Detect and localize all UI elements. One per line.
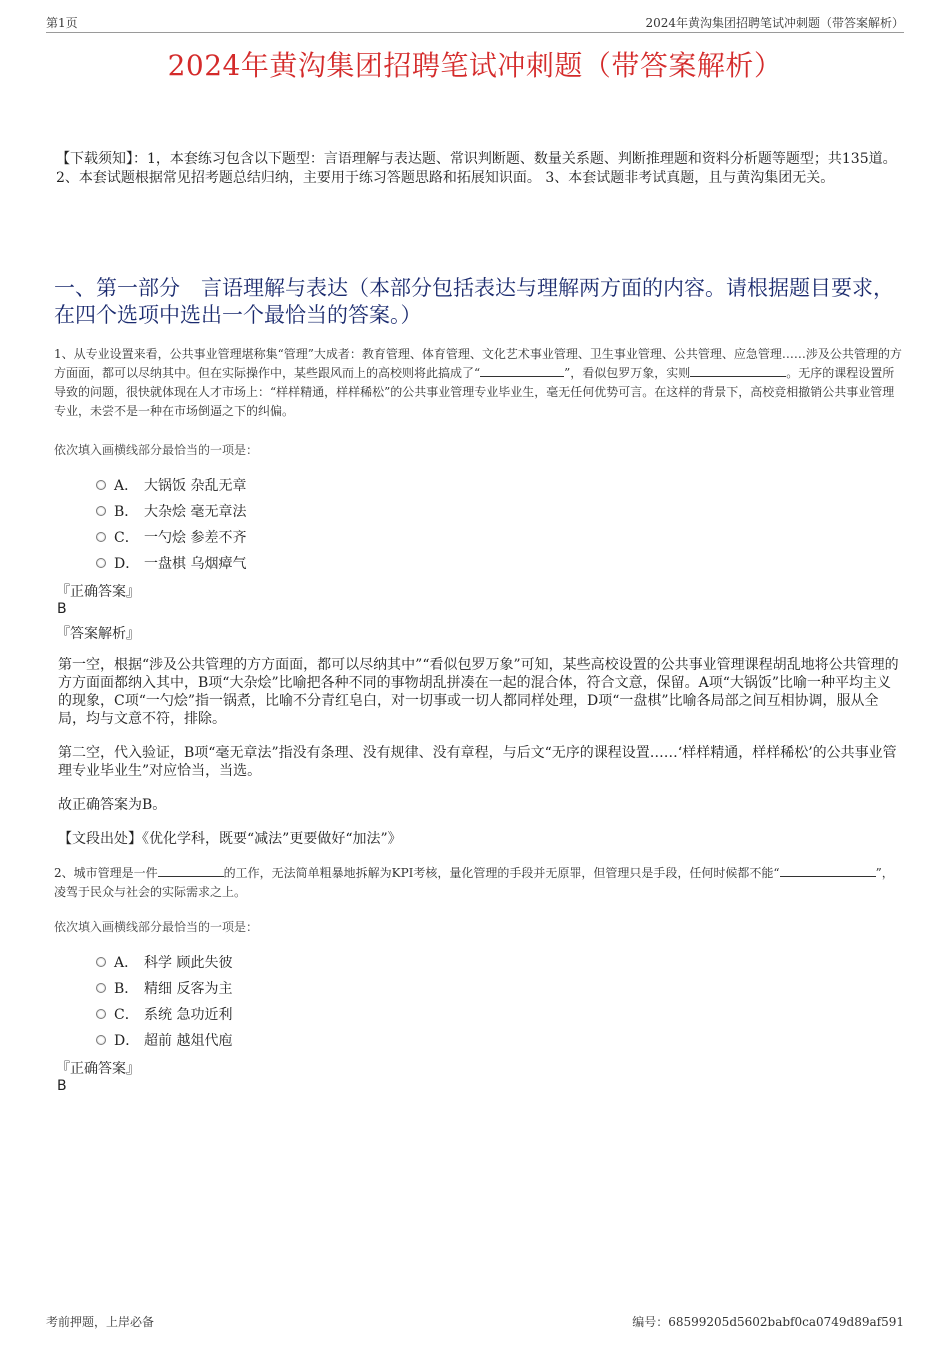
radio-icon[interactable] — [96, 480, 106, 490]
passage-source: 【文段出处】《优化学科，既要“减法”更要做好“加法”》 — [58, 831, 402, 847]
radio-icon[interactable] — [96, 506, 106, 516]
radio-icon[interactable] — [96, 983, 106, 993]
question-1-stem-part-a: 1、从专业设置来看，公共事业管理堪称集“管理”大成者：教育管理、体育管理、文化艺术事业管理、卫生事业管理、公共管理、应急管理……涉及公共管理的方方面面，都可以尽纳其中。但在实际操作中，某些跟风而上的高校则将此搞成了“ — [54, 347, 902, 380]
analysis-paragraph-1: 第一空，根据“涉及公共管理的方方面面，都可以尽纳其中”“看似包罗万象”可知，某些高校设置的公共事业管理课程胡乱地将公共管理的方方面面都纳入其中，B项“大杂烩”比喻把各种不同的事物胡乱拼凑在一起的混合体，符合文意，保留。A项“大锅饭”比喻一种平均主义的现象，C项“一勺烩”指一锅煮，比喻不分青红皂白，对一切事或一切人都同样处理，D项“一盘棋”比喻各局部之间互相协调，服从全局，均与文意不符，排除。 — [58, 657, 899, 727]
blank-2 — [690, 364, 786, 377]
radio-icon[interactable] — [96, 1009, 106, 1019]
option-b[interactable]: B． 大杂烩 毫无章法 — [96, 502, 246, 522]
answer-value: B — [57, 601, 67, 617]
analysis-label: 『答案解析』 — [56, 626, 140, 642]
download-notice: 【下载须知】：1，本套练习包含以下题型：言语理解与表达题、常识判断题、数量关系题、判断推理题和资料分析题等题型；共135道。 2、本套试题根据常见招考题总结归纳，主要用于练习答题思路和拓展知识面。 3、本套试题非考试真题，且与黄沟集团无关。 — [56, 151, 897, 186]
option-c[interactable]: C． 一勺烩 参差不齐 — [96, 528, 246, 548]
page-number: 第1页 — [46, 16, 78, 30]
question-1-stem-part-c: 。无序的课程设置所导致的问题，很快就体现在人才市场上：“样样精通，样样稀松”的公共事业管理专业毕业生，毫无任何优势可言。在这样的背景下，高校竞相撤销公共事业管理专业，未尝不是一种在市场倒逼之下的纠偏。 — [54, 366, 895, 418]
running-header-title: 2024年黄沟集团招聘笔试冲刺题（带答案解析） — [645, 16, 904, 30]
document-title: 2024年黄沟集团招聘笔试冲刺题（带答案解析） — [167, 49, 783, 82]
footer-slogan: 考前押题，上岸必备 — [46, 1315, 155, 1329]
option-a[interactable]: A． 科学 顾此失彼 — [96, 953, 232, 973]
option-b[interactable]: B． 精细 反客为主 — [96, 979, 232, 999]
blank-1 — [158, 864, 224, 877]
question-2-stem-part-c: ”，凌驾于民众与社会的实际需求之上。 — [54, 866, 894, 899]
question-1-prompt: 依次填入画横线部分最恰当的一项是： — [54, 443, 259, 457]
analysis-conclusion: 故正确答案为B。 — [58, 797, 167, 813]
question-1-stem — [54, 345, 904, 421]
footer-document-id: 编号：68599205d5602babf0ca0749d89af591 — [632, 1315, 904, 1329]
question-1-stem-part-b: ”，看似包罗万象，实则 — [564, 366, 691, 380]
option-d[interactable]: D． 超前 越俎代庖 — [96, 1031, 232, 1051]
blank-1 — [480, 364, 564, 377]
radio-icon[interactable] — [96, 1035, 106, 1045]
question-2-stem-part-b: 的工作，无法简单粗暴地拆解为KPI考核，量化管理的手段并无原罪，但管理只是手段，任何时候都不能“ — [223, 866, 780, 880]
option-d[interactable]: D． 一盘棋 乌烟瘴气 — [96, 554, 246, 574]
question-2-stem-part-a: 2、城市管理是一件 — [54, 866, 158, 880]
option-c[interactable]: C． 系统 急功近利 — [96, 1005, 232, 1025]
blank-2 — [780, 864, 876, 877]
question-2-prompt: 依次填入画横线部分最恰当的一项是： — [54, 920, 259, 934]
radio-icon[interactable] — [96, 558, 106, 568]
answer-value: B — [57, 1078, 67, 1094]
answer-label: 『正确答案』 — [56, 1061, 140, 1077]
question-2-stem — [54, 864, 904, 902]
option-a[interactable]: A． 大锅饭 杂乱无章 — [96, 476, 246, 496]
section-heading: 一、第一部分 言语理解与表达（本部分包括表达与理解两方面的内容。请根据题目要求，在四个选项中选出一个最恰当的答案。） — [54, 276, 894, 327]
analysis-paragraph-2: 第二空，代入验证，B项“毫无章法”指没有条理、没有规律、没有章程，与后文“无序的课程设置……‘样样精通，样样稀松’的公共事业管理专业毕业生”对应恰当，当选。 — [58, 745, 897, 779]
answer-label: 『正确答案』 — [56, 584, 140, 600]
radio-icon[interactable] — [96, 957, 106, 967]
radio-icon[interactable] — [96, 532, 106, 542]
header-divider — [46, 32, 904, 33]
